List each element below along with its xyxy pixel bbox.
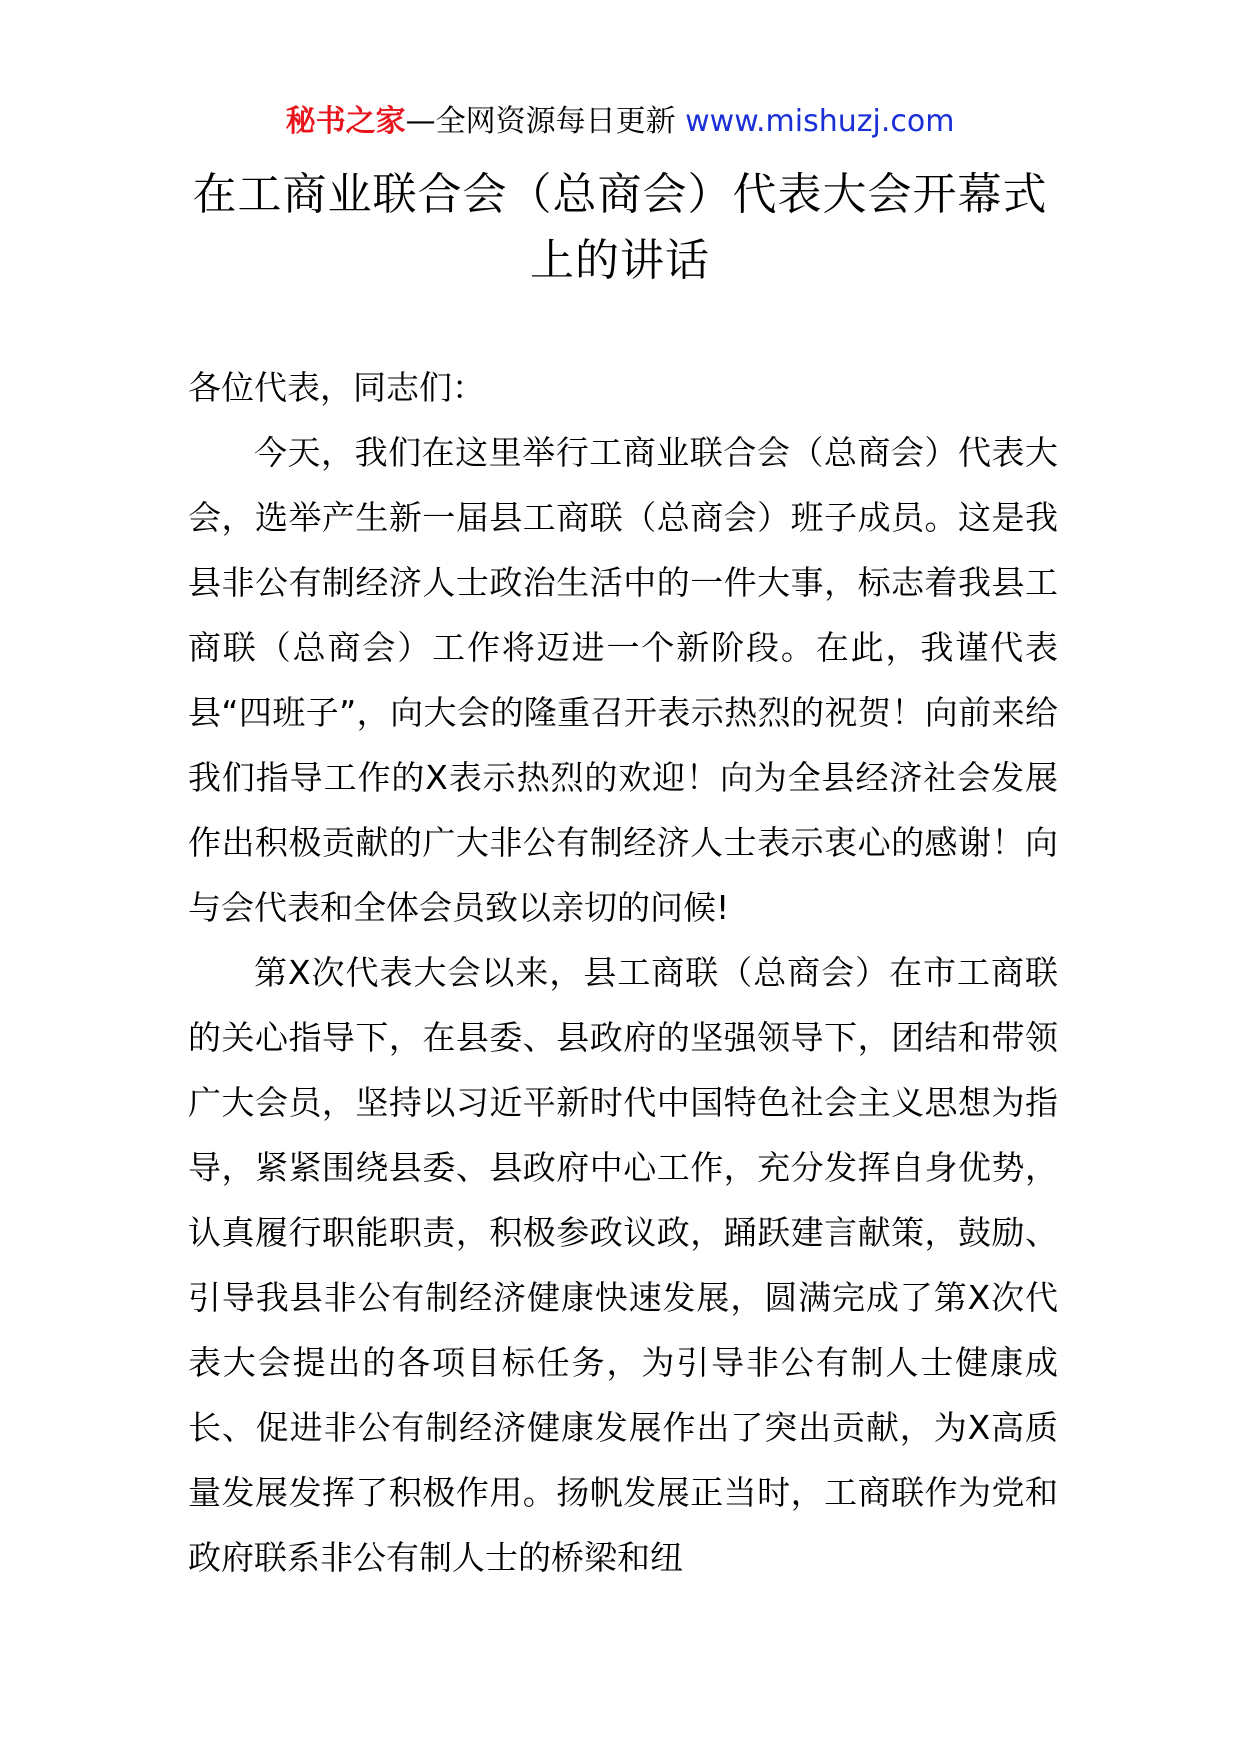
document-body [188, 355, 1058, 1590]
paragraph-2: 第X次代表大会以来，县工商联（总商会）在市工商联的关心指导下，在县委、县政府的坚强领导下，团结和带领广大会员，坚持以习近平新时代中国特色社会主义思想为指导，紧紧围绕县委、县政府中心工作，充分发挥自身优势，认真履行职能职责，积极参政议政，踊跃建言献策，鼓励、引导我县非公有制经济健康快速发展，圆满完成了第X次代表大会提出的各项目标任务，为引导非公有制人士健康成长、促进非公有制经济健康发展作出了突出贡献，为X高质量发展发挥了积极作用。扬帆发展正当时，工商联作为党和政府联系非公有制人士的桥梁和纽 [188, 953, 1058, 1577]
brand-name: 秘书之家 [285, 104, 406, 139]
site-url-link[interactable]: www.mishuzj.com [685, 104, 955, 139]
paragraph-1: 今天，我们在这里举行工商业联合会（总商会）代表大会，选举产生新一届县工商联（总商会）班子成员。这是我县非公有制经济人士政治生活中的一件大事，标志着我县工商联（总商会）工作将迈进一个新阶段。在此，我谨代表县“四班子”，向大会的隆重召开表示热烈的祝贺！向前来给我们指导工作的X表示热烈的欢迎！向为全县经济社会发展作出积极贡献的广大非公有制经济人士表示衷心的感谢！向与会代表和全体会员致以亲切的问候! [188, 433, 1058, 927]
salutation: 各位代表，同志们： [188, 368, 485, 407]
header-tagline: —全网资源每日更新 [405, 104, 676, 139]
site-header [0, 100, 1240, 144]
document-title: 在工商业联合会（总商会）代表大会开幕式上的讲话 [192, 169, 1048, 286]
